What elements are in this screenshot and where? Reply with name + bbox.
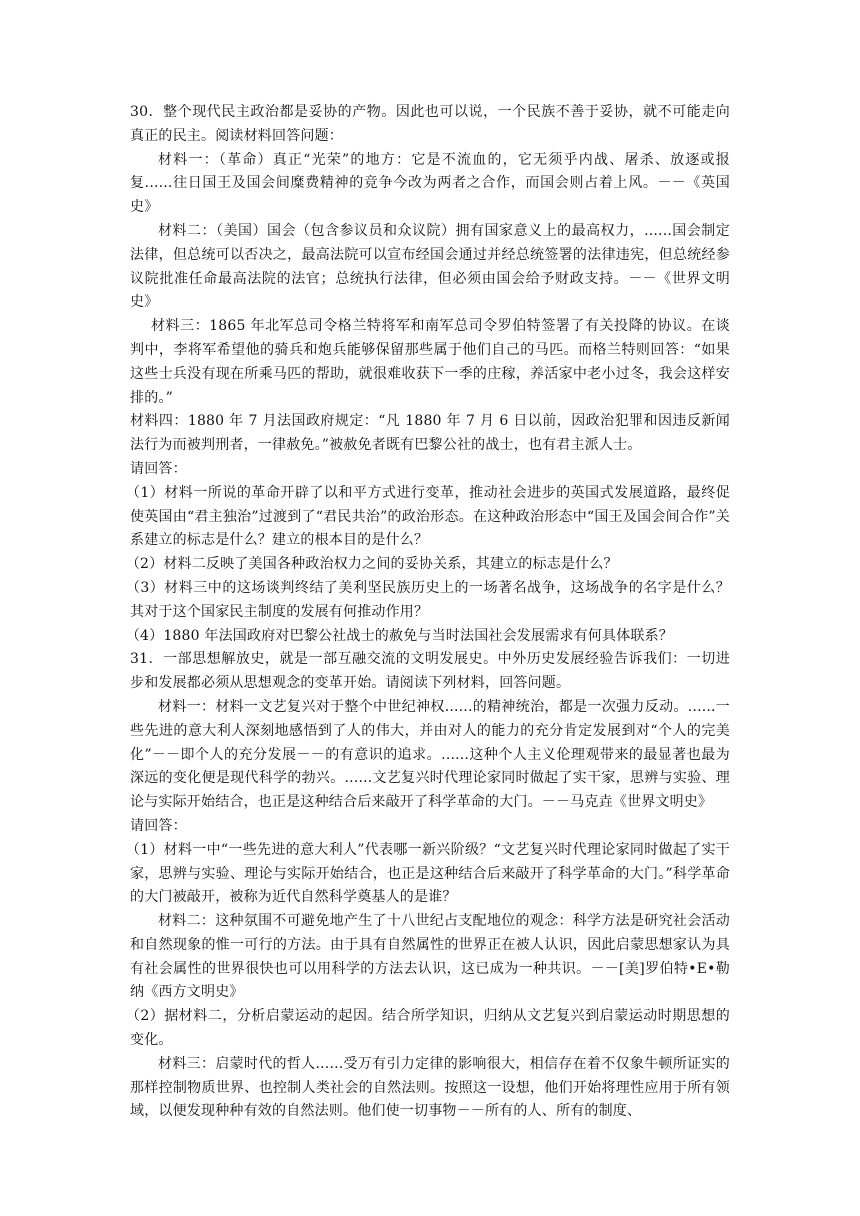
answer-prompt-q31: 请回答： [130,817,187,834]
q30-sub-1: （1）材料一所说的革命开辟了以和平方式进行变革，推动社会进步的英国式发展道路，最终促使英国由“君主独治”过渡到了“君民共治”的政治形态。在这种政治形态中“国王及国会间合作”关系建立的标志是什么？建立的根本目的是什么？ [125,484,730,549]
material-1-q30: 材料一：（革命）真正“光荣”的地方：它是不流血的，它无须乎内战、屠杀、放逐或报复......往日国王及国会间糜费精神的竞争今改为两者之合作，而国会则占着上风。－－《英国史》 [130,151,730,216]
q30-sub-2: （2）材料二反映了美国各种政治权力之间的妥协关系，其建立的标志是什么？ [125,556,618,573]
material-3-q31: 材料三：启蒙时代的哲人......受万有引力定律的影响很大，相信存在着不仅象牛顿所证实的那样控制物质世界、也控制人类社会的自然法则。按照这一设想，他们开始将理性应用于所有领域，以便发现种种有效的自然法则。他们使一切事物－－所有的人、所有的制度、 [130,1055,730,1120]
material-2-q31: 材料二：这种氛围不可避免地产生了十八世纪占支配地位的观念：科学方法是研究社会活动和自然现象的惟一可行的方法。由于具有自然属性的世界正在被人认识，因此启蒙思想家认为具有社会属性的世界很快也可以用科学的方法去认识，这已成为一种共识。－－[美]罗伯特•E•勒纳《西方文明史》 [130,913,730,1001]
q30-sub-3: （3）材料三中的这场谈判终结了美利坚民族历史上的一场著名战争，这场战争的名字是什么？其对于这个国家民主制度的发展有何推动作用？ [125,579,730,620]
material-4-q30: 材料四：1880 年 7 月法国政府规定：“凡 1880 年 7 月 6 日以前，因政治犯罪和因违反新闻法行为而被判刑者，一律赦免。”被赦免者既有巴黎公社的战士，也有君主派人士。 [130,413,730,454]
material-3-q30: 材料三：1865 年北军总司令格兰特将军和南军总司令罗伯特签署了有关投降的协议。在谈判中，李将军希望他的骑兵和炮兵能够保留那些属于他们自己的马匹。而格兰特则回答：“如果这些士兵没有现在所乘马匹的帮助，就很难收获下一季的庄稼，养活家中老小过冬，我会这样安排的。” [130,318,730,406]
material-2-q30: 材料二：（美国）国会（包含参议员和众议院）拥有国家意义上的最高权力，......国会制定法律，但总统可以否决之，最高法院可以宣布经国会通过并经总统签署的法律违宪，但总统经参议院批准任命最高法院的法官；总统执行法律，但必须由国会给予财政支持。－－《世界文明史》 [130,222,730,311]
question-30-stem: 30．整个现代民主政治都是妥协的产物。因此也可以说，一个民族不善于妥协，就不可能走向真正的民主。阅读材料回答问题： [130,104,730,144]
q30-sub-4: （4）1880 年法国政府对巴黎公社战士的赦免与当时法国社会发展需求有何具体联系？ [125,627,673,644]
q31-sub-1: （1）材料一中“一些先进的意大利人”代表哪一新兴阶级？“文艺复兴时代理论家同时做起了实干家，思辨与实验、理论与实际开始结合，也正是这种结合后来敲开了科学革命的大门。”科学革命的大门被敲开，被称为近代自然科学奠基人的是谁？ [125,841,730,906]
answer-prompt-q30: 请回答： [130,460,187,477]
document-page [125,101,730,1124]
q31-sub-2: （2）据材料二，分析启蒙运动的起因。结合所学知识，归纳从文艺复兴到启蒙运动时期思想的变化。 [125,1008,730,1049]
question-31-stem: 31．一部思想解放史，就是一部互融交流的文明发展史。中外历史发展经验告诉我们：一切进步和发展都必须从思想观念的变革开始。请阅读下列材料，回答问题。 [130,651,730,692]
material-1-q31: 材料一：材料一文艺复兴对于整个中世纪神权......的精神统治，都是一次强力反动。......一些先进的意大利人深刻地感悟到了人的伟大，并由对人的能力的充分肯定发展到对“个人的完美化”－－即个人的充分发展－－的有意识的追求。......这种个人主义伦理观带来的最显著也最为深远的变化便是现代科学的勃兴。......文艺复兴时代理论家同时做起了实干家，思辨与实验、理论与实际开始结合，也正是这种结合后来敲开了科学革命的大门。－－马克垚《世界文明史》 [130,698,730,811]
